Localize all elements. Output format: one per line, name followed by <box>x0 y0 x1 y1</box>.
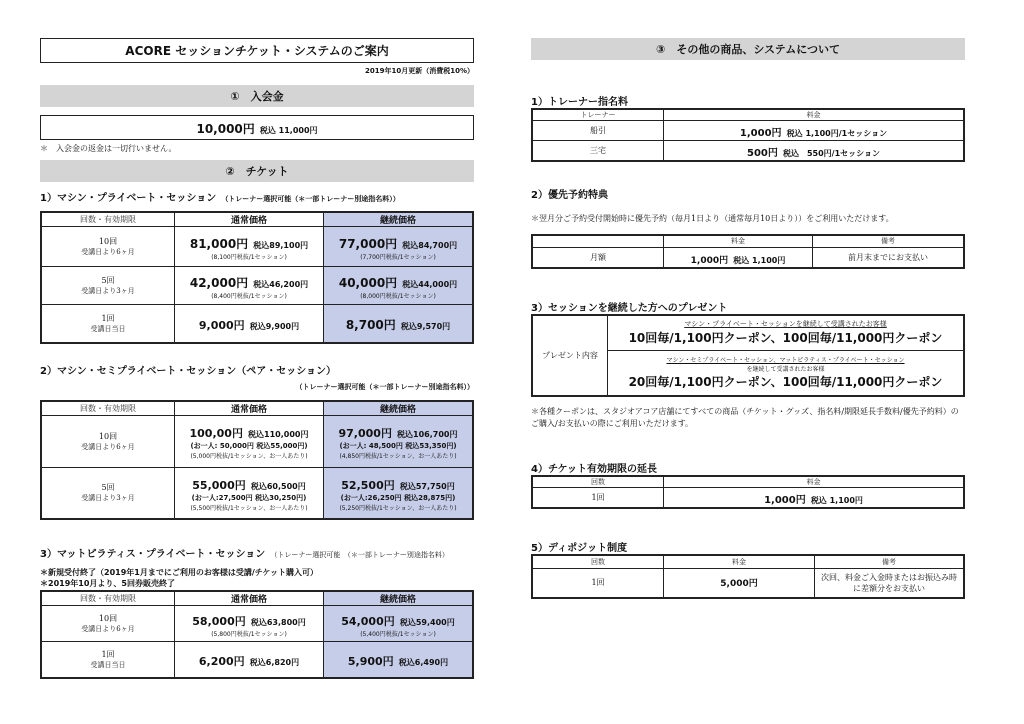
present-table <box>531 314 965 397</box>
col-header-continue: 継続価格 <box>324 212 474 227</box>
continue-price: 8,700円 <box>345 317 396 332</box>
table-row <box>532 141 964 162</box>
col-header-remark: 備考 <box>813 235 965 247</box>
col-header-normal: 通常価格 <box>175 212 324 227</box>
col-header-empty <box>532 235 664 247</box>
trainer-name: 船引 <box>532 121 664 141</box>
continue-sub: (7,700円税抜/1セッション) <box>360 253 436 261</box>
normal-tax: 税込89,100円 <box>253 240 309 250</box>
row-count: 10回 <box>98 431 118 441</box>
normal-price: 6,200円 <box>198 654 245 668</box>
col-header-trainer: トレーナー <box>532 109 664 121</box>
continue-sub: (5,250円税抜/1セッション、お一人あたり) <box>339 504 457 512</box>
deposit-table <box>531 554 965 599</box>
col-header-normal: 通常価格 <box>175 591 324 606</box>
row-limit: 受講日当日 <box>90 324 126 333</box>
mat-pilates-note-1: ＊新規受付終了（2019年1月までにご利用のお客様は受講/チケット購入可） <box>40 568 319 577</box>
machine-private-title: 1）マシン・プライベート・セッション <box>40 193 217 204</box>
trainer-price: 500円 <box>747 148 778 159</box>
row-count: 1回 <box>101 649 115 659</box>
continue-tax: 税込6,490円 <box>398 657 449 667</box>
normal-tax: 税込6,820円 <box>249 657 300 667</box>
table-row <box>41 267 473 305</box>
present-line-1: マシン・プライベート・セッションを継続して受講されたお客様 <box>684 320 887 328</box>
continue-tax: 税込44,000円 <box>402 279 458 289</box>
present-line-2b: を継続して受講されたお客様 <box>746 366 825 373</box>
table-row <box>41 606 473 642</box>
deposit-remark: 次回、料金ご入金時またはお振込み時に差額分をお支払い <box>815 568 965 598</box>
continue-price: 54,000円 <box>341 614 395 628</box>
normal-tax: 税込9,900円 <box>249 321 300 331</box>
trainer-tax: 税込 1,100円/1セッション <box>786 129 888 138</box>
continue-tax: 税込9,570円 <box>400 321 451 331</box>
table-row <box>41 642 473 678</box>
table-row <box>532 247 964 268</box>
continue-price: 97,000円 <box>338 427 392 440</box>
trainer-fee-title: 1）トレーナー指名料 <box>531 97 628 108</box>
col-header-remark: 備考 <box>815 555 965 568</box>
col-header-count: 回数・有効期限 <box>41 401 175 416</box>
machine-private-table <box>40 211 474 344</box>
extension-count: 1回 <box>532 488 664 509</box>
row-limit: 受講日より3ヶ月 <box>81 494 135 503</box>
table-row <box>532 315 964 351</box>
continue-tax: 税込59,400円 <box>399 617 455 627</box>
machine-private-heading <box>40 186 474 205</box>
normal-tax: 税込46,200円 <box>253 279 309 289</box>
section-ticket-bar: ② チケット <box>40 160 474 182</box>
priority-remark: 前月末までにお支払い <box>813 247 965 268</box>
normal-sub: (5,000円税抜/1セッション、お一人あたり) <box>190 453 308 460</box>
row-count: 10回 <box>98 614 118 623</box>
present-big-1: 10回毎/1,100円クーポン、100回毎/11,000円クーポン <box>628 331 943 345</box>
normal-price: 81,000円 <box>189 236 249 251</box>
entry-fee-note: ＊ 入会金の返金は一切行いません。 <box>40 144 177 153</box>
machine-semi-note: （トレーナー選択可能（＊一部トレーナー別途指名料）） <box>295 382 474 391</box>
row-limit: 受講日当日 <box>90 660 126 669</box>
continue-price: 77,000円 <box>338 236 398 251</box>
normal-price: 58,000円 <box>192 614 246 628</box>
normal-sub: (8,100円税抜/1セッション) <box>211 253 287 261</box>
col-header-fee: 料金 <box>664 235 813 247</box>
continue-price: 40,000円 <box>338 275 398 290</box>
table-row <box>41 227 473 267</box>
extension-tax: 税込 1,100円 <box>810 496 863 505</box>
continue-tax: 税込84,700円 <box>402 240 458 250</box>
mat-pilates-note-2: ＊2019年10月より、5回券販売終了 <box>40 579 175 588</box>
table-row <box>532 488 964 509</box>
present-label: プレゼント内容 <box>532 315 608 396</box>
mat-pilates-table <box>40 590 474 679</box>
col-header-fee: 料金 <box>664 476 965 488</box>
normal-price: 9,000円 <box>198 318 245 332</box>
table-row <box>532 568 964 598</box>
normal-per-person: (お一人:27,500円 税込30,250円) <box>191 493 307 502</box>
extension-title: 4）チケット有効期限の延長 <box>531 463 658 475</box>
col-header-normal: 通常価格 <box>175 401 324 416</box>
priority-label: 月額 <box>532 247 664 268</box>
continue-sub: (4,850円税抜/1セッション、お一人あたり) <box>339 453 457 460</box>
present-big-2: 20回毎/1,100円クーポン、100回毎/11,000円クーポン <box>628 375 943 389</box>
priority-title: 2）優先予約特典 <box>531 190 608 201</box>
continue-tax: 税込106,700円 <box>397 430 458 439</box>
priority-tax: 税込 1,100円 <box>733 255 786 265</box>
col-header-continue: 継続価格 <box>324 401 474 416</box>
entry-fee-price: 10,000円 <box>196 122 255 136</box>
row-count: 5回 <box>101 483 115 493</box>
mat-pilates-title: 3）マットピラティス・プライベート・セッション <box>40 549 266 560</box>
entry-fee-box <box>40 115 474 140</box>
col-header-fee: 料金 <box>664 555 815 568</box>
priority-price: 1,000円 <box>690 255 729 266</box>
col-header-fee: 料金 <box>664 109 965 121</box>
priority-table <box>531 234 965 269</box>
continue-per-person: (お一人: 48,500円 税込53,350円) <box>339 442 457 450</box>
row-limit: 受講日より6ヶ月 <box>81 442 135 451</box>
col-header-count: 回数 <box>532 476 664 488</box>
table-row <box>41 467 473 519</box>
right-column <box>531 38 965 599</box>
extension-table <box>531 475 965 510</box>
continue-price: 52,500円 <box>341 478 395 492</box>
left-column <box>40 38 474 679</box>
normal-tax: 税込63,800円 <box>250 617 306 627</box>
deposit-price: 5,000円 <box>664 568 815 598</box>
trainer-tax: 税込 550円/1セッション <box>782 149 880 158</box>
extension-price: 1,000円 <box>764 495 806 506</box>
normal-price: 55,000円 <box>192 478 246 492</box>
priority-note: ＊翌月分ご予約受付開始時に優先予約（毎月1日より（通常毎月10日より））をご利用いただけます。 <box>531 214 894 223</box>
update-note: 2019年10月更新（消費税10%） <box>365 67 474 75</box>
col-header-count: 回数 <box>532 555 664 568</box>
trainer-name: 三宅 <box>532 141 664 162</box>
continue-sub: (5,400円税抜/1セッション) <box>360 630 436 638</box>
normal-tax: 税込60,500円 <box>250 481 306 491</box>
normal-sub: (5,800円税抜/1セッション) <box>211 630 287 638</box>
machine-private-note: （トレーナー選択可能（＊一部トレーナー別途指名料）） <box>221 195 400 203</box>
deposit-title: 5）ディポジット制度 <box>531 543 628 554</box>
present-title: 3）セッションを継続した方へのプレゼント <box>531 302 728 314</box>
section-entry-fee-bar: ① 入会金 <box>40 85 474 107</box>
row-count: 5回 <box>101 276 115 285</box>
table-row <box>41 415 473 467</box>
row-count: 1回 <box>101 313 115 323</box>
section-other-bar: ③ その他の商品、システムについて <box>531 38 965 60</box>
row-limit: 受講日より3ヶ月 <box>81 287 135 295</box>
normal-sub: (8,400円税抜/1セッション) <box>211 292 287 300</box>
row-limit: 受講日より6ヶ月 <box>81 248 135 256</box>
continue-sub: (8,000円税抜/1セッション) <box>360 292 436 300</box>
row-count: 10回 <box>98 237 118 246</box>
col-header-continue: 継続価格 <box>324 591 474 606</box>
normal-tax: 税込110,000円 <box>248 430 309 439</box>
normal-price: 42,000円 <box>189 275 249 290</box>
col-header-count: 回数・有効期限 <box>41 591 175 606</box>
entry-fee-tax: 税込 11,000円 <box>259 126 318 135</box>
present-note: ＊各種クーポンは、スタジオアコア店舗にてすべての商品（チケット・グッズ、指名料/期限延長手数料/優先予約料）のご購入/お支払いの際にご利用いただけます。 <box>531 406 959 428</box>
machine-semi-table <box>40 400 474 521</box>
normal-price: 100,00円 <box>189 427 243 440</box>
normal-sub: (5,500円税抜/1セッション、お一人あたり) <box>190 504 308 512</box>
continue-price: 5,900円 <box>347 654 394 668</box>
trainer-fee-table <box>531 108 965 162</box>
normal-per-person: (お一人: 50,000円 税込55,000円) <box>190 442 308 450</box>
col-header-count: 回数・有効期限 <box>41 212 175 227</box>
deposit-count: 1回 <box>532 568 664 598</box>
present-line-2a: マシン・セミプライベート・セッション、マットピラティス・プライベート・セッション <box>666 357 905 364</box>
continue-per-person: (お一人:26,250円 税込28,875円) <box>340 493 456 502</box>
trainer-price: 1,000円 <box>739 128 782 139</box>
continue-tax: 税込57,750円 <box>399 481 455 491</box>
row-limit: 受講日より6ヶ月 <box>81 625 135 633</box>
machine-semi-title: 2）マシン・セミプライベート・セッション（ペア・セッション） <box>40 365 337 377</box>
mat-pilates-note: （トレーナー選択可能 （＊一部トレーナー別途指名料） <box>270 551 449 559</box>
mat-pilates-heading <box>40 542 474 561</box>
table-row <box>41 305 473 343</box>
table-row <box>532 121 964 141</box>
page-title: ACORE セッションチケット・システムのご案内 <box>40 38 474 63</box>
